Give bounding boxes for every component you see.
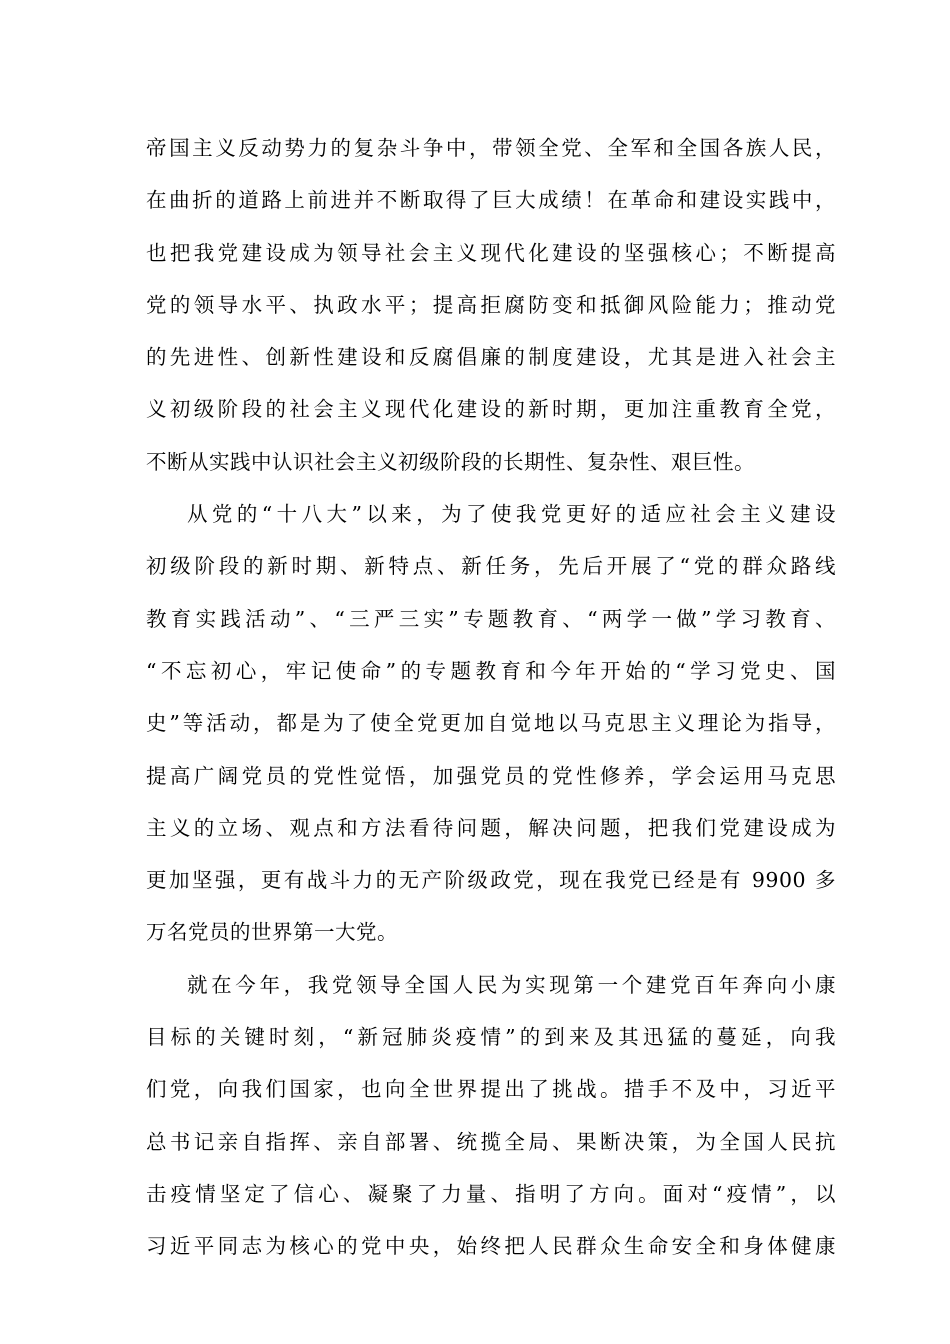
text-line: 习近平同志为核心的党中央，始终把人民群众生命安全和身体健康 [146,1234,836,1259]
text-line: “不忘初心，牢记使命”的专题教育和今年开始的“学习党史、国 [146,658,836,683]
text-line: 们党，向我们国家，也向全世界提出了挑战。措手不及中，习近平 [146,1077,836,1102]
text-line: 提高广阔党员的党性觉悟，加强党员的党性修养，学会运用马克思 [146,763,836,788]
text-line: 总书记亲自指挥、亲自部署、统揽全局、果断决策，为全国人民抗 [146,1129,836,1154]
text-line: 击疫情坚定了信心、凝聚了力量、指明了方向。面对“疫情”，以 [146,1181,836,1206]
text-line: 更加坚强，更有战斗力的无产阶级政党，现在我党已经是有 9900 多 [146,868,836,893]
text-line: 初级阶段的新时期、新特点、新任务，先后开展了“党的群众路线 [146,554,836,579]
text-line: 万名党员的世界第一大党。 [146,920,398,945]
text-line: 党的领导水平、执政水平；提高拒腐防变和抵御风险能力；推动党 [146,292,836,317]
text-line: 教育实践活动”、“三严三实”专题教育、“两学一做”学习教育、 [146,606,836,631]
text-line: 也把我党建设成为领导社会主义现代化建设的坚强核心；不断提高 [146,240,836,265]
text-line: 帝国主义反动势力的复杂斗争中，带领全党、全军和全国各族人民， [146,136,836,160]
text-line: 的先进性、创新性建设和反腐倡廉的制度建设，尤其是进入社会主 [146,345,836,370]
text-line: 不断从实践中认识社会主义初级阶段的长期性、复杂性、艰巨性。 [146,449,755,474]
document-body [146,126,836,1277]
text-line: 目标的关键时刻，“新冠肺炎疫情”的到来及其迅猛的蔓延，向我 [146,1025,836,1050]
text-line: 在曲折的道路上前进并不断取得了巨大成绩！在革命和建设实践中， [146,188,836,213]
paragraph-first-line: 就在今年，我党领导全国人民为实现第一个建党百年奔向小康 [187,972,836,997]
text-line: 义初级阶段的社会主义现代化建设的新时期，更加注重教育全党， [146,397,836,422]
text-line: 史”等活动，都是为了使全党更加自觉地以马克思主义理论为指导， [146,711,836,736]
paragraph-first-line: 从党的“十八大”以来，为了使我党更好的适应社会主义建设 [187,502,836,527]
text-line: 主义的立场、观点和方法看待问题，解决问题，把我们党建设成为 [146,815,836,840]
